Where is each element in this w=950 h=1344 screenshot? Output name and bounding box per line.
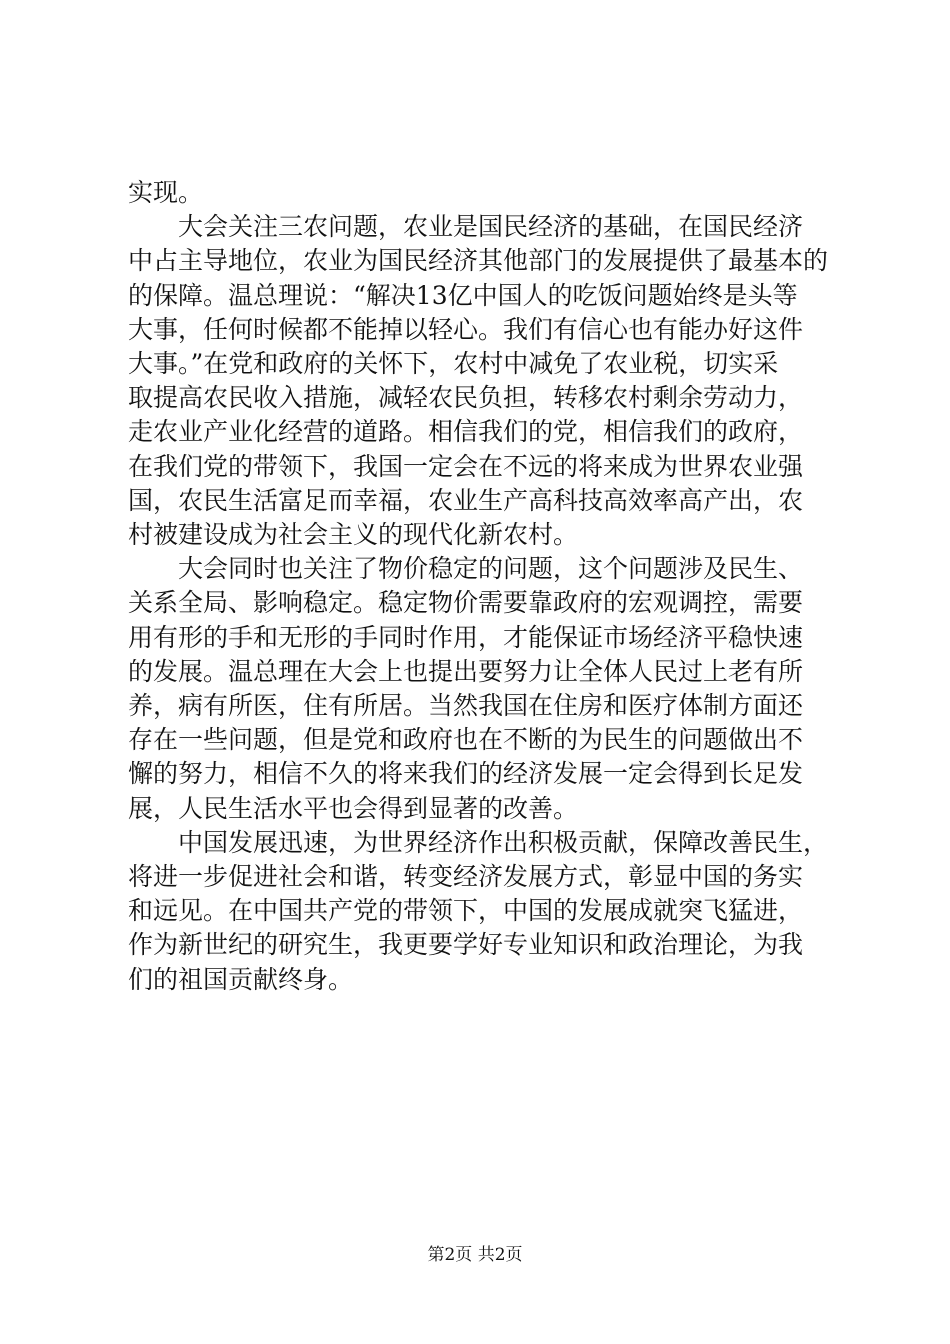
text-line: 作为新世纪的研究生，我更要学好专业知识和政治理论，为我 bbox=[128, 930, 804, 960]
text-line: 中国发展迅速，为世界经济作出积极贡献，保障改善民生， bbox=[178, 827, 829, 857]
text-line: 在我们党的带领下，我国一定会在不远的将来成为世界农业强 bbox=[128, 451, 804, 481]
text-line: 展，人民生活水平也会得到显著的改善。 bbox=[128, 793, 579, 823]
text-line: 实现。 bbox=[128, 178, 204, 207]
text-line: 的保障。温总理说：“解决13亿中国人的吃饭问题始终是头等 bbox=[128, 280, 798, 310]
text-line: 们的祖国贡献终身。 bbox=[128, 964, 354, 994]
page-footer: 第2页 共2页 bbox=[427, 1245, 523, 1265]
text-line: 大事。”在党和政府的关怀下，农村中减免了农业税，切实采 bbox=[128, 349, 779, 378]
text-line: 取提高农民收入措施，减轻农民负担，转移农村剩余劳动力， bbox=[128, 383, 804, 413]
text-line: 大事，任何时候都不能掉以轻心。我们有信心也有能办好这件 bbox=[128, 314, 804, 344]
text-line: 中占主导地位，农业为国民经济其他部门的发展提供了最基本的 bbox=[128, 246, 829, 276]
text-line: 和远见。在中国共产党的带领下，中国的发展成就突飞猛进， bbox=[128, 896, 804, 926]
text-line: 的发展。温总理在大会上也提出要努力让全体人民过上老有所 bbox=[128, 656, 804, 686]
text-line: 关系全局、影响稳定。稳定物价需要靠政府的宏观调控，需要 bbox=[128, 588, 804, 618]
text-line: 将进一步促进社会和谐，转变经济发展方式，彰显中国的务实 bbox=[128, 862, 804, 891]
text-line: 养，病有所医，住有所居。当然我国在住房和医疗体制方面还 bbox=[128, 691, 804, 720]
text-line: 懈的努力，相信不久的将来我们的经济发展一定会得到长足发 bbox=[128, 759, 804, 789]
text-line: 大会同时也关注了物价稳定的问题，这个问题涉及民生、 bbox=[178, 554, 804, 584]
text-line: 用有形的手和无形的手同时作用，才能保证市场经济平稳快速 bbox=[128, 622, 804, 652]
text-line: 大会关注三农问题，农业是国民经济的基础，在国民经济 bbox=[178, 212, 804, 242]
text-line: 走农业产业化经营的道路。相信我们的党，相信我们的政府， bbox=[128, 417, 804, 447]
text-line: 国，农民生活富足而幸福，农业生产高科技高效率高产出，农 bbox=[128, 485, 804, 515]
text-line: 村被建设成为社会主义的现代化新农村。 bbox=[128, 520, 579, 549]
text-line: 存在一些问题，但是党和政府也在不断的为民生的问题做出不 bbox=[128, 725, 804, 755]
